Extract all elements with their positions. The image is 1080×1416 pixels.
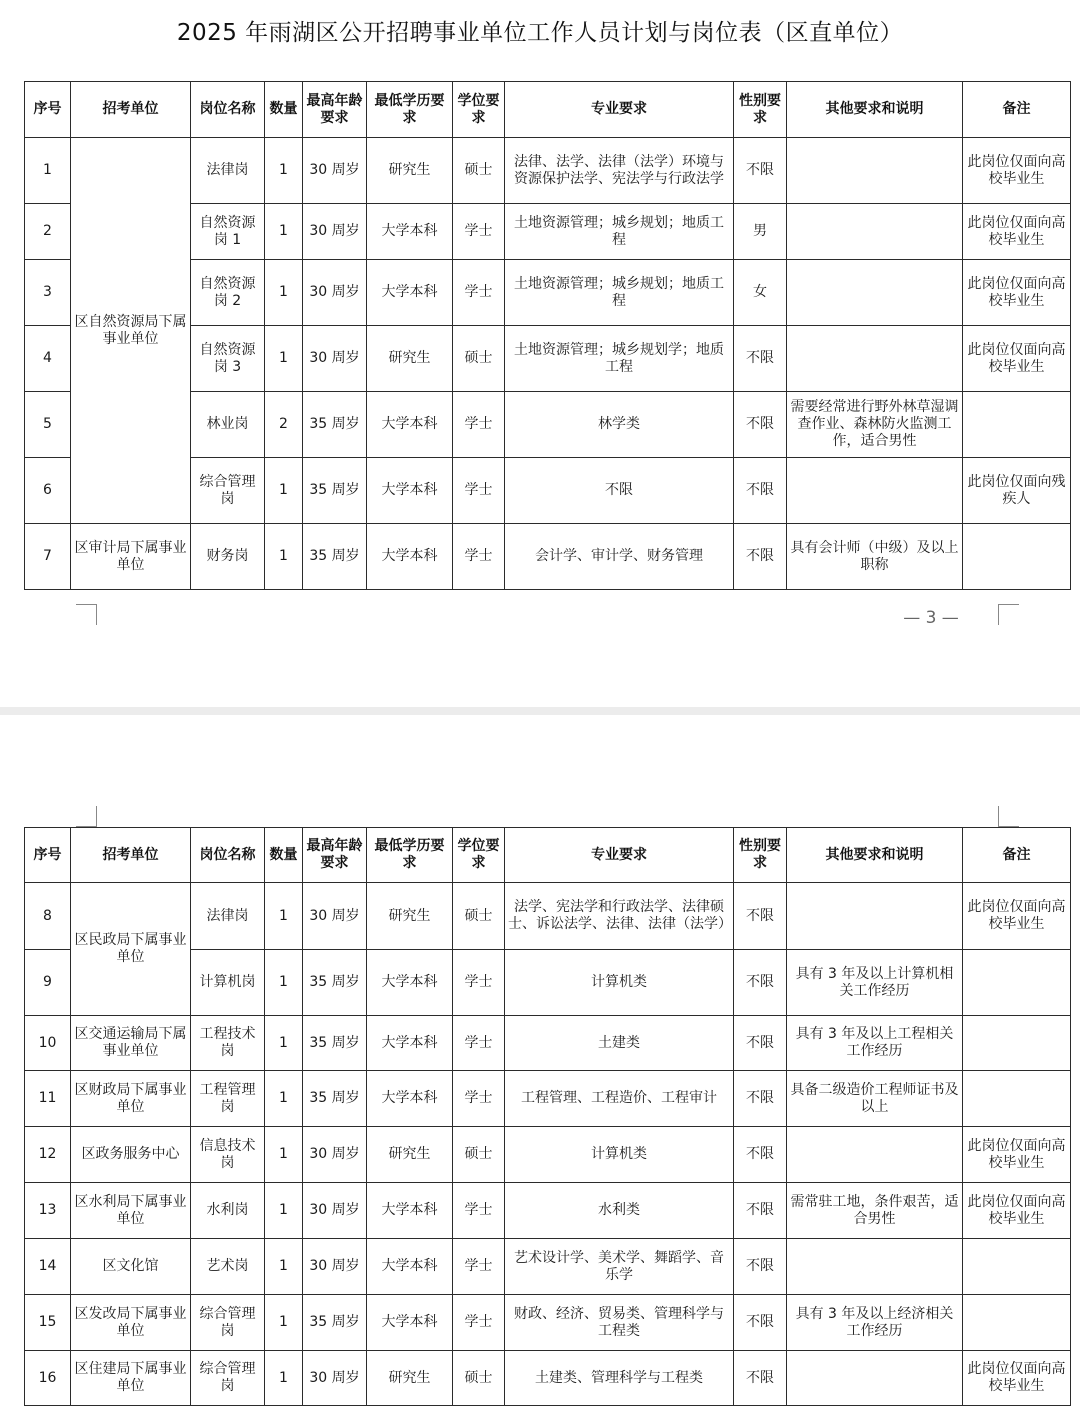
- cell-no: 4: [25, 326, 71, 392]
- cell-major: 会计学、审计学、财务管理: [505, 524, 734, 590]
- header-age: 最高年龄要求: [303, 82, 367, 138]
- cell-age: 35 周岁: [303, 950, 367, 1016]
- cell-age: 35 周岁: [303, 1295, 367, 1351]
- cell-edu: 大学本科: [367, 1071, 453, 1127]
- cell-other: 需要经常进行野外林草湿调查作业、森林防火监测工作，适合男性: [787, 392, 963, 458]
- cell-remark: [963, 1016, 1071, 1071]
- cell-other: 具有 3 年及以上经济相关工作经历: [787, 1295, 963, 1351]
- cell-remark: [963, 950, 1071, 1016]
- cell-gender: 不限: [734, 326, 787, 392]
- header-post: 岗位名称: [191, 82, 265, 138]
- cell-edu: 大学本科: [367, 524, 453, 590]
- cell-gender: 女: [734, 260, 787, 326]
- cell-major: 计算机类: [505, 1127, 734, 1183]
- cell-major: 林学类: [505, 392, 734, 458]
- table-row: [25, 1071, 1071, 1127]
- cell-count: 1: [265, 950, 303, 1016]
- cell-count: 1: [265, 1295, 303, 1351]
- header-other: 其他要求和说明: [787, 828, 963, 883]
- cell-degree: 学士: [453, 392, 505, 458]
- cell-post: 财务岗: [191, 524, 265, 590]
- cell-age: 30 周岁: [303, 1239, 367, 1295]
- cell-age: 30 周岁: [303, 1183, 367, 1239]
- cell-count: 1: [265, 138, 303, 204]
- cell-age: 30 周岁: [303, 1351, 367, 1406]
- cell-post: 综合管理岗: [191, 458, 265, 524]
- cell-unit: 区文化馆: [71, 1239, 191, 1295]
- table-row: [25, 1239, 1071, 1295]
- cell-age: 35 周岁: [303, 458, 367, 524]
- header-count: 数量: [265, 82, 303, 138]
- header-major: 专业要求: [505, 82, 734, 138]
- cell-no: 10: [25, 1016, 71, 1071]
- job-table-page-4: [24, 827, 1071, 1406]
- cell-remark: [963, 1295, 1071, 1351]
- cell-major: 土地资源管理；城乡规划学；地质工程: [505, 326, 734, 392]
- header-gender: 性别要求: [734, 828, 787, 883]
- cell-remark: 此岗位仅面向高校毕业生: [963, 1127, 1071, 1183]
- cell-post: 法律岗: [191, 883, 265, 950]
- header-degree: 学位要求: [453, 82, 505, 138]
- cell-unit: 区自然资源局下属事业单位: [71, 138, 191, 524]
- cell-major: 法律、法学、法律（法学）环境与资源保护法学、宪法学与行政法学: [505, 138, 734, 204]
- cell-edu: 大学本科: [367, 458, 453, 524]
- cell-post: 水利岗: [191, 1183, 265, 1239]
- cell-other: [787, 1127, 963, 1183]
- header-degree: 学位要求: [453, 828, 505, 883]
- cell-gender: 不限: [734, 458, 787, 524]
- table-row: [25, 1016, 1071, 1071]
- cell-unit: 区政务服务中心: [71, 1127, 191, 1183]
- cell-unit: 区民政局下属事业单位: [71, 883, 191, 1016]
- cell-post: 自然资源岗 3: [191, 326, 265, 392]
- cell-edu: 大学本科: [367, 204, 453, 260]
- header-remark: 备注: [963, 82, 1071, 138]
- cell-remark: 此岗位仅面向高校毕业生: [963, 204, 1071, 260]
- cell-major: 土建类、管理科学与工程类: [505, 1351, 734, 1406]
- cell-remark: [963, 1239, 1071, 1295]
- cell-other: [787, 1351, 963, 1406]
- cell-post: 综合管理岗: [191, 1351, 265, 1406]
- table-row: [25, 883, 1071, 950]
- document-title: 2025 年雨湖区公开招聘事业单位工作人员计划与岗位表（区直单位）: [176, 20, 904, 46]
- cell-no: 7: [25, 524, 71, 590]
- cell-degree: 硕士: [453, 1127, 505, 1183]
- cell-edu: 研究生: [367, 883, 453, 950]
- page-corner-mark: [76, 806, 97, 827]
- cell-age: 30 周岁: [303, 883, 367, 950]
- cell-other: 需常驻工地，条件艰苦，适合男性: [787, 1183, 963, 1239]
- cell-major: 计算机类: [505, 950, 734, 1016]
- cell-post: 自然资源岗 2: [191, 260, 265, 326]
- table-header-row: [25, 82, 1071, 138]
- cell-count: 1: [265, 1183, 303, 1239]
- cell-count: 1: [265, 1071, 303, 1127]
- cell-post: 工程技术岗: [191, 1016, 265, 1071]
- table-row: [25, 1351, 1071, 1406]
- table-header-row: [25, 828, 1071, 883]
- page-corner-mark: [998, 604, 1019, 625]
- cell-other: 具有会计师（中级）及以上职称: [787, 524, 963, 590]
- cell-other: [787, 458, 963, 524]
- cell-gender: 不限: [734, 1183, 787, 1239]
- cell-gender: 不限: [734, 1351, 787, 1406]
- page-number: — 3 —: [903, 608, 959, 628]
- cell-post: 林业岗: [191, 392, 265, 458]
- cell-count: 1: [265, 1239, 303, 1295]
- cell-age: 35 周岁: [303, 392, 367, 458]
- cell-no: 1: [25, 138, 71, 204]
- cell-edu: 研究生: [367, 138, 453, 204]
- cell-gender: 不限: [734, 1127, 787, 1183]
- cell-gender: 不限: [734, 950, 787, 1016]
- cell-unit: 区交通运输局下属事业单位: [71, 1016, 191, 1071]
- cell-age: 30 周岁: [303, 204, 367, 260]
- cell-count: 1: [265, 883, 303, 950]
- cell-degree: 学士: [453, 1295, 505, 1351]
- cell-gender: 男: [734, 204, 787, 260]
- cell-other: [787, 260, 963, 326]
- cell-no: 6: [25, 458, 71, 524]
- cell-other: 具备二级造价工程师证书及以上: [787, 1071, 963, 1127]
- cell-count: 2: [265, 392, 303, 458]
- cell-other: [787, 204, 963, 260]
- cell-no: 3: [25, 260, 71, 326]
- cell-no: 15: [25, 1295, 71, 1351]
- cell-no: 2: [25, 204, 71, 260]
- cell-remark: 此岗位仅面向残疾人: [963, 458, 1071, 524]
- cell-unit: 区审计局下属事业单位: [71, 524, 191, 590]
- cell-no: 16: [25, 1351, 71, 1406]
- header-other: 其他要求和说明: [787, 82, 963, 138]
- header-count: 数量: [265, 828, 303, 883]
- header-remark: 备注: [963, 828, 1071, 883]
- cell-age: 30 周岁: [303, 1127, 367, 1183]
- cell-no: 12: [25, 1127, 71, 1183]
- cell-gender: 不限: [734, 138, 787, 204]
- cell-age: 30 周岁: [303, 138, 367, 204]
- cell-remark: 此岗位仅面向高校毕业生: [963, 1183, 1071, 1239]
- cell-post: 综合管理岗: [191, 1295, 265, 1351]
- cell-count: 1: [265, 326, 303, 392]
- cell-other: [787, 138, 963, 204]
- cell-age: 30 周岁: [303, 260, 367, 326]
- cell-age: 35 周岁: [303, 1016, 367, 1071]
- cell-remark: 此岗位仅面向高校毕业生: [963, 260, 1071, 326]
- header-major: 专业要求: [505, 828, 734, 883]
- cell-edu: 大学本科: [367, 1295, 453, 1351]
- cell-count: 1: [265, 458, 303, 524]
- cell-other: 具有 3 年及以上计算机相关工作经历: [787, 950, 963, 1016]
- cell-major: 财政、经济、贸易类、管理科学与工程类: [505, 1295, 734, 1351]
- cell-degree: 学士: [453, 204, 505, 260]
- cell-no: 5: [25, 392, 71, 458]
- cell-degree: 硕士: [453, 883, 505, 950]
- cell-gender: 不限: [734, 1239, 787, 1295]
- cell-count: 1: [265, 1016, 303, 1071]
- cell-degree: 学士: [453, 524, 505, 590]
- table-row: [25, 1295, 1071, 1351]
- cell-degree: 学士: [453, 950, 505, 1016]
- page-corner-mark: [76, 604, 97, 625]
- cell-edu: 大学本科: [367, 1016, 453, 1071]
- cell-unit: 区住建局下属事业单位: [71, 1351, 191, 1406]
- cell-gender: 不限: [734, 1016, 787, 1071]
- cell-remark: 此岗位仅面向高校毕业生: [963, 883, 1071, 950]
- cell-edu: 大学本科: [367, 1239, 453, 1295]
- cell-age: 35 周岁: [303, 1071, 367, 1127]
- cell-unit: 区发改局下属事业单位: [71, 1295, 191, 1351]
- cell-gender: 不限: [734, 1071, 787, 1127]
- cell-age: 30 周岁: [303, 326, 367, 392]
- cell-edu: 大学本科: [367, 260, 453, 326]
- cell-gender: 不限: [734, 392, 787, 458]
- cell-remark: [963, 524, 1071, 590]
- cell-degree: 学士: [453, 1183, 505, 1239]
- cell-no: 8: [25, 883, 71, 950]
- cell-degree: 学士: [453, 458, 505, 524]
- cell-no: 9: [25, 950, 71, 1016]
- table-row: [25, 524, 1071, 590]
- cell-other: 具有 3 年及以上工程相关工作经历: [787, 1016, 963, 1071]
- cell-edu: 研究生: [367, 326, 453, 392]
- header-edu: 最低学历要求: [367, 82, 453, 138]
- header-age: 最高年龄要求: [303, 828, 367, 883]
- cell-post: 信息技术岗: [191, 1127, 265, 1183]
- table-row: [25, 138, 1071, 204]
- cell-unit: 区财政局下属事业单位: [71, 1071, 191, 1127]
- cell-edu: 大学本科: [367, 950, 453, 1016]
- table-row: [25, 1127, 1071, 1183]
- header-no: 序号: [25, 828, 71, 883]
- cell-degree: 硕士: [453, 138, 505, 204]
- cell-major: 工程管理、工程造价、工程审计: [505, 1071, 734, 1127]
- cell-post: 法律岗: [191, 138, 265, 204]
- cell-other: [787, 326, 963, 392]
- cell-edu: 研究生: [367, 1351, 453, 1406]
- cell-edu: 大学本科: [367, 392, 453, 458]
- cell-other: [787, 1239, 963, 1295]
- cell-post: 工程管理岗: [191, 1071, 265, 1127]
- cell-degree: 学士: [453, 1071, 505, 1127]
- job-table-page-3: [24, 81, 1071, 590]
- cell-remark: [963, 1071, 1071, 1127]
- cell-major: 水利类: [505, 1183, 734, 1239]
- header-edu: 最低学历要求: [367, 828, 453, 883]
- cell-degree: 学士: [453, 260, 505, 326]
- cell-count: 1: [265, 524, 303, 590]
- cell-post: 艺术岗: [191, 1239, 265, 1295]
- cell-gender: 不限: [734, 1295, 787, 1351]
- cell-count: 1: [265, 260, 303, 326]
- cell-count: 1: [265, 1351, 303, 1406]
- cell-no: 14: [25, 1239, 71, 1295]
- cell-remark: [963, 392, 1071, 458]
- cell-post: 计算机岗: [191, 950, 265, 1016]
- cell-remark: 此岗位仅面向高校毕业生: [963, 326, 1071, 392]
- cell-no: 11: [25, 1071, 71, 1127]
- page-divider: [0, 707, 1080, 715]
- cell-count: 1: [265, 1127, 303, 1183]
- header-unit: 招考单位: [71, 828, 191, 883]
- page-corner-mark: [998, 806, 1019, 827]
- cell-other: [787, 883, 963, 950]
- cell-major: 土建类: [505, 1016, 734, 1071]
- cell-gender: 不限: [734, 883, 787, 950]
- cell-gender: 不限: [734, 524, 787, 590]
- cell-major: 法学、宪法学和行政法学、法律硕士、诉讼法学、法律、法律（法学）: [505, 883, 734, 950]
- cell-major: 土地资源管理；城乡规划；地质工程: [505, 204, 734, 260]
- cell-unit: 区水利局下属事业单位: [71, 1183, 191, 1239]
- table-row: [25, 1183, 1071, 1239]
- cell-post: 自然资源岗 1: [191, 204, 265, 260]
- cell-major: 土地资源管理；城乡规划；地质工程: [505, 260, 734, 326]
- cell-degree: 学士: [453, 1239, 505, 1295]
- cell-no: 13: [25, 1183, 71, 1239]
- cell-degree: 硕士: [453, 1351, 505, 1406]
- cell-edu: 研究生: [367, 1127, 453, 1183]
- cell-age: 35 周岁: [303, 524, 367, 590]
- header-unit: 招考单位: [71, 82, 191, 138]
- header-no: 序号: [25, 82, 71, 138]
- header-gender: 性别要求: [734, 82, 787, 138]
- cell-count: 1: [265, 204, 303, 260]
- cell-degree: 学士: [453, 1016, 505, 1071]
- cell-edu: 大学本科: [367, 1183, 453, 1239]
- cell-remark: 此岗位仅面向高校毕业生: [963, 138, 1071, 204]
- cell-major: 艺术设计学、美术学、舞蹈学、音乐学: [505, 1239, 734, 1295]
- cell-major: 不限: [505, 458, 734, 524]
- header-post: 岗位名称: [191, 828, 265, 883]
- cell-remark: 此岗位仅面向高校毕业生: [963, 1351, 1071, 1406]
- cell-degree: 硕士: [453, 326, 505, 392]
